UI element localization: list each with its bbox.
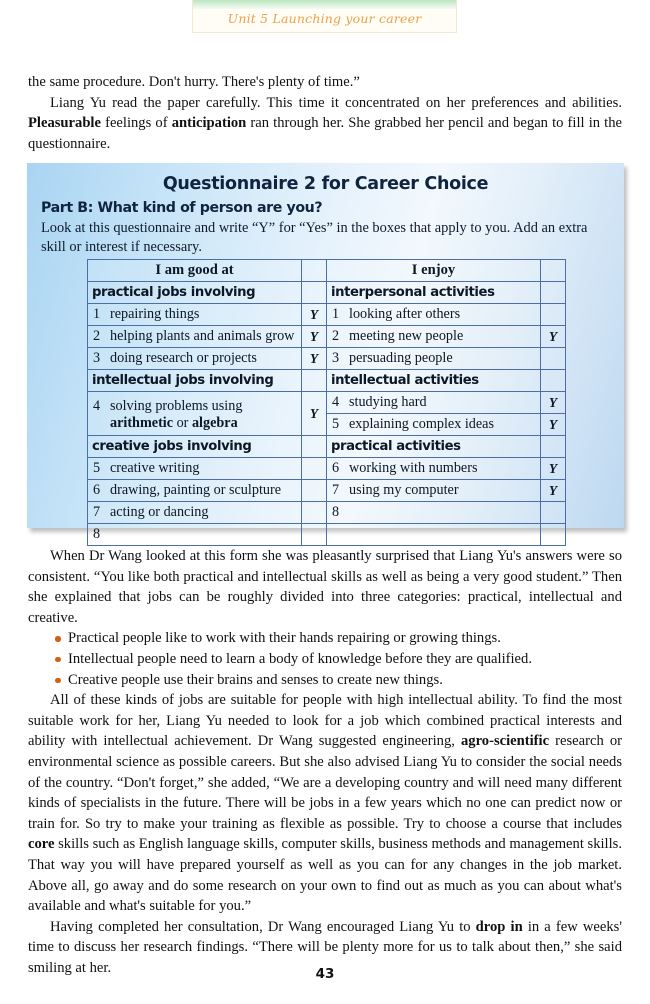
item-text: working with numbers [349,460,478,476]
answer-box-left-4[interactable]: Y [302,392,327,436]
paragraph-3: When Dr Wang looked at this form she was pleasantly surprised that Liang Yu's answers were so consistent. “You like both practical and intellectual skills as well as being a very good student.” Then she explained that jobs can be roughly divided into three categories: practical, intellectual and creative. [28,548,622,626]
list-item-left-4-line2 [93,415,301,432]
item-number: 8 [93,526,101,542]
answer-box-left-7[interactable] [302,502,327,524]
table-row [88,348,566,370]
paragraph-1 [28,72,622,93]
running-head [192,0,457,33]
bottom-text-block [28,546,622,978]
item-number: 5 [93,460,101,476]
list-item-left-3 [88,348,302,370]
item-text: acting or dancing [110,504,209,520]
item-number: 3 [93,350,101,366]
answer-box-left-2[interactable]: Y [302,326,327,348]
list-item-right-3 [327,348,541,370]
list-item: Intellectual people need to learn a body of knowledge before they are qualified. [68,649,622,670]
item-number: 6 [93,482,101,498]
answer-box-left-3[interactable]: Y [302,348,327,370]
table-row [88,304,566,326]
table-header-row [88,260,566,282]
paragraph-4 [28,690,622,917]
item-text: meeting new people [349,328,464,344]
term-anticipation: anticipation [171,115,247,132]
list-item-right-7 [327,480,541,502]
item-number: 8 [332,504,340,520]
category-intellectual-activities: intellectual activities [327,370,541,392]
table-row [88,282,566,304]
spacer-y-left [302,436,327,458]
item-text: using my computer [349,482,459,498]
table-row [88,458,566,480]
item-number: 6 [332,460,340,476]
term-pleasurable: Pleasurable [28,115,101,132]
answer-box-left-8[interactable] [302,524,327,546]
header-left-y-cell [302,260,327,282]
header-i-am-good-at: I am good at [88,260,302,282]
answer-box-right-1[interactable] [541,304,566,326]
item-number: 1 [93,306,101,322]
item-number: 5 [332,416,340,432]
table-row [88,392,566,414]
paragraph-4-part-c: research or environmental science as possible careers. But she also advised Liang Yu to consider the social needs of the country. “Don't forget,” she added, “We are a developing country and will need many different kinds of specialists in the future. There will be jobs in a few years which no one can predict now or train for. So try to make your training as flexible as possible. Try to choose a course that includes [28,733,622,832]
answer-box-left-6[interactable] [302,480,327,502]
questionnaire-title: Questionnaire 2 for Career Choice [162,174,489,194]
table-row [88,326,566,348]
answer-box-right-blank[interactable] [541,524,566,546]
answer-box-right-4[interactable]: Y [541,392,566,414]
answer-box-right-2[interactable]: Y [541,326,566,348]
item-text: looking after others [349,306,461,322]
item-text: creative writing [110,460,200,476]
item-number: 7 [332,482,340,498]
item-number: 4 [93,397,101,414]
item-number: 1 [332,306,340,322]
item-number: 3 [332,350,340,366]
table-row [88,524,566,546]
table-row [88,502,566,524]
category-practical-activities: practical activities [327,436,541,458]
term-drop-in: drop in [475,918,523,935]
item-text: drawing, painting or sculpture [110,482,281,498]
category-interpersonal-activities: interpersonal activities [327,282,541,304]
top-text-block [28,72,622,154]
list-item-right-4 [327,392,541,414]
list-item: Creative people use their brains and senses to create new things. [68,670,622,691]
answer-box-left-1[interactable]: Y [302,304,327,326]
item-text: repairing things [110,306,200,322]
list-item-left-4 [88,392,302,436]
list-item-left-1 [88,304,302,326]
item-number: 2 [93,328,101,344]
term-core: core [28,836,55,853]
list-item: Practical people like to work with their hands repairing or growing things. [68,628,622,649]
item-text: explaining complex ideas [349,416,494,432]
item-text: doing research or projects [110,350,257,366]
category-practical-jobs: practical jobs involving [88,282,302,304]
questionnaire-table [87,259,566,546]
item-text: persuading people [349,350,453,366]
list-item-right-6 [327,458,541,480]
list-item-left-7 [88,502,302,524]
list-item-left-4-line1 [93,396,301,415]
list-item-left-8 [88,524,302,546]
paragraph-1-text: the same procedure. Don't hurry. There's plenty of time.” [28,74,360,90]
list-item-right-1 [327,304,541,326]
table-row [88,480,566,502]
paragraph-4-part-e: skills such as English language skills, computer skills, business methods and management skills. That way you will have prepared yourself as well as you can for any changes in the job market. Above all, go away and do some research on your own to find out as much as you can about what's available and what's suitable for you.” [28,836,622,915]
spacer-y-right [541,436,566,458]
running-head-text: Unit 5 Launching your career [227,11,422,26]
conjunction-or: or [173,414,192,431]
questionnaire-instruction: Look at this questionnaire and write “Y” for “Yes” in the boxes that apply to you. Add an extra skill or interest if necessary. [41,220,588,255]
spacer-y-right [541,282,566,304]
running-head-green-band [193,0,456,9]
answer-box-right-6[interactable]: Y [541,458,566,480]
spacer-y-right [541,370,566,392]
item-number: 2 [332,328,340,344]
bullet-list [28,628,622,690]
table-row [88,370,566,392]
item-number: 7 [93,504,101,520]
paragraph-5-part-c: in a few weeks' time to discuss her research findings. “There will be plenty more for us to talk about then,” she said smiling at her. [28,918,622,976]
answer-box-right-8[interactable] [541,502,566,524]
list-item-right-2 [327,326,541,348]
paragraph-2-part-e: ran through her. She grabbed her pencil and began to fill in the questionnaire. [28,115,622,152]
list-item-right-8 [327,502,541,524]
list-item-right-5 [327,414,541,436]
paragraph-2-part-a: Liang Yu read the paper carefully. This time it concentrated on her preferences and abilities. [50,94,622,111]
questionnaire-panel [27,163,624,542]
item-text: solving problems using [110,397,243,414]
spacer-y-left [302,282,327,304]
spacer-y-left [302,370,327,392]
item-number: 4 [332,394,340,410]
term-agro-scientific: agro-scientific [461,733,550,750]
header-i-enjoy: I enjoy [327,260,541,282]
page-number: 43 [315,966,335,982]
paragraph-2 [28,93,622,155]
item-text: helping plants and animals grow [110,328,295,344]
paragraph-2-part-c: feelings of [100,115,172,132]
paragraph-4-part-a: All of these kinds of jobs are suitable for people with high intellectual ability. To find the most suitable work for her, Liang Yu needed to look for a job which combined practical interests and ability with intellectual achievement. Dr Wang suggested engineering, [28,692,622,750]
answer-box-right-3[interactable] [541,348,566,370]
header-right-y-cell [541,260,566,282]
list-item-right-blank[interactable] [327,524,541,546]
item-text: studying hard [349,394,427,410]
answer-box-left-5[interactable] [302,458,327,480]
category-creative-jobs: creative jobs involving [88,436,302,458]
answer-box-right-5[interactable]: Y [541,414,566,436]
answer-box-right-7[interactable]: Y [541,480,566,502]
term-algebra: algebra [191,414,238,431]
table-row [88,436,566,458]
list-item-left-5 [88,458,302,480]
paragraph-5-part-a: Having completed her consultation, Dr Wang encouraged Liang Yu to [50,918,476,935]
category-intellectual-jobs: intellectual jobs involving [88,370,302,392]
list-item-left-6 [88,480,302,502]
list-item-left-2 [88,326,302,348]
questionnaire-part-label: Part B: What kind of person are you? [41,200,323,216]
term-arithmetic: arithmetic [110,414,174,431]
